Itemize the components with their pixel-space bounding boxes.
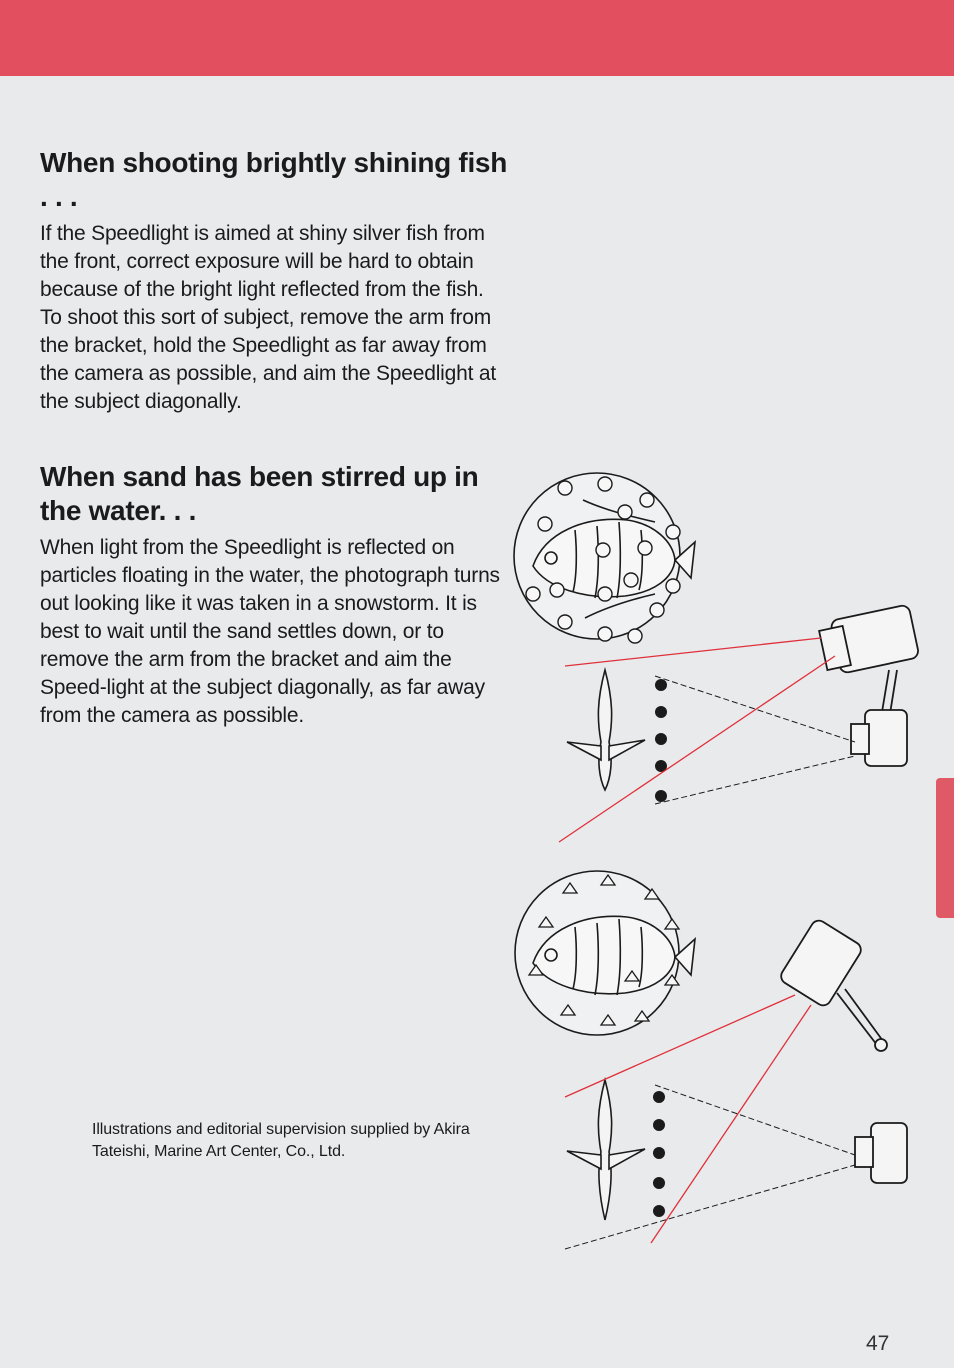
heading-stirred-sand: When sand has been stirred up in the water. . . — [40, 461, 479, 526]
section-shining-fish — [40, 146, 510, 416]
chapter-tab — [936, 778, 954, 918]
lens-angle-lines — [655, 676, 855, 804]
page-number: 47 — [866, 1332, 890, 1355]
section-stirred-sand — [40, 460, 510, 730]
sand-particles-illustration — [505, 460, 935, 860]
diver-figure — [567, 1080, 645, 1220]
camera-housing — [855, 1123, 907, 1183]
top-color-band — [0, 0, 954, 76]
camera-position-dots — [653, 1091, 665, 1217]
diver-figure — [567, 670, 645, 790]
speedlight-on-arm — [778, 918, 887, 1051]
heading-shining-fish: When shooting brightly shining fish . . . — [40, 147, 508, 212]
illustration-credits: Illustrations and editorial supervision supplied by Akira Tateishi, Marine Art Center, Co., Ltd. — [92, 1121, 470, 1160]
camera-position-dots — [655, 679, 667, 802]
speedlight-unit — [819, 604, 919, 766]
diagonal-lighting-illustration — [505, 865, 935, 1255]
body-stirred-sand: When light from the Speedlight is reflected on particles floating in the water, the photograph turns out looking like it was taken in a snowstorm. It is best to wait until the sand settles down, or to remove the arm from the bracket and aim the Speed-light at the subject diagonally, as far away from the camera as possible. — [40, 536, 500, 727]
body-shining-fish: If the Speedlight is aimed at shiny silver fish from the front, correct exposure will be hard to obtain because of the bright light reflected from the fish. To shoot this sort of subject, remove the arm from the bracket, hold the Speedlight as far away from the camera as possible, and aim the Speedlight at the subject diagonally. — [40, 222, 496, 413]
